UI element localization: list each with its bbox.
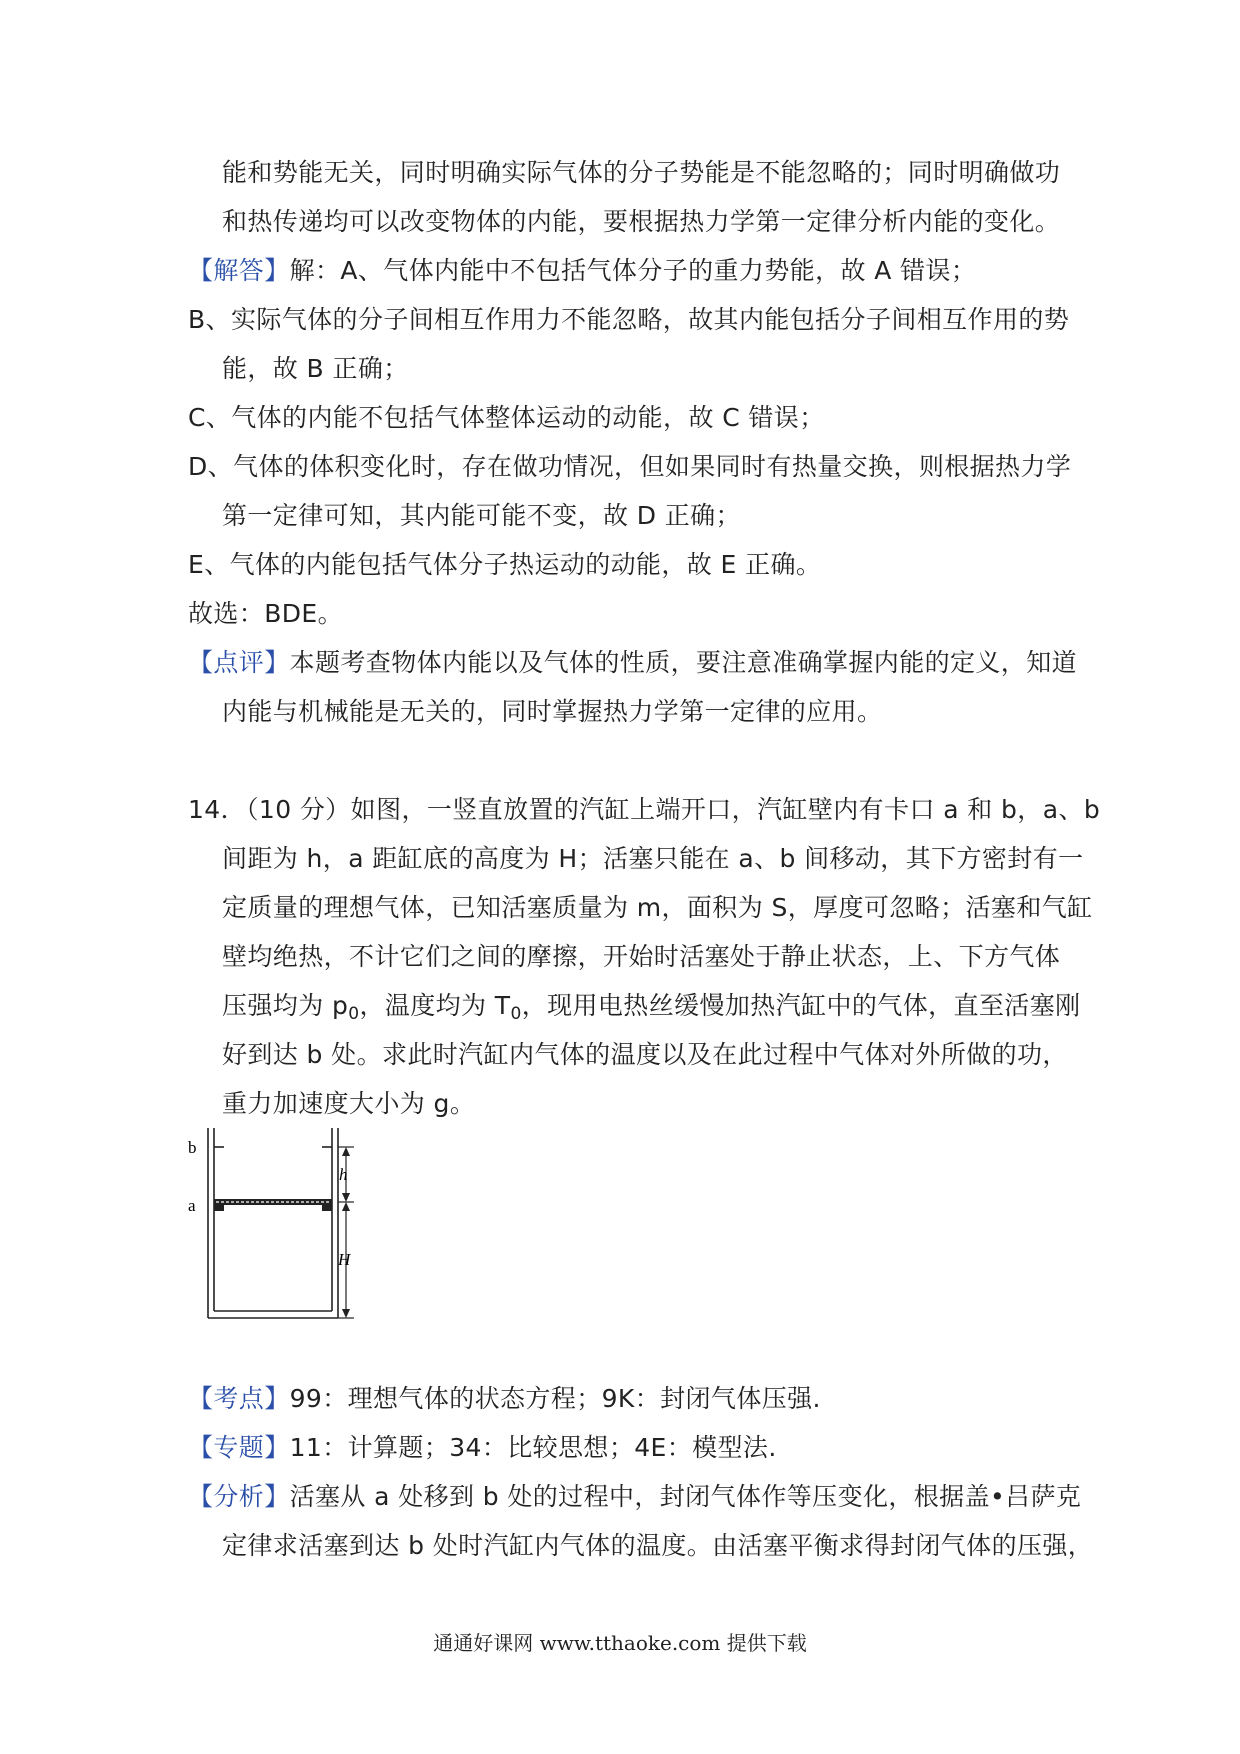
answer-option-e: E、气体的内能包括气体分子热运动的动能，故 E 正确。	[188, 550, 822, 579]
answer-line	[188, 254, 976, 288]
analysis-line: 和热传递均可以改变物体的内能，要根据热力学第一定律分析内能的变化。	[222, 207, 1061, 236]
fenxi-text: 活塞从 a 处移到 b 处的过程中，封闭气体作等压变化，根据盖•吕萨克	[289, 1482, 1082, 1511]
label-h: h	[339, 1165, 348, 1184]
fenxi-line	[188, 1480, 1081, 1514]
zhuanti-tag: 【专题】	[188, 1433, 290, 1462]
question-text: ，现用电热丝缓慢加热汽缸中的气体，直至活塞刚	[521, 991, 1081, 1020]
stop-a-right	[322, 1205, 332, 1211]
question-line	[222, 989, 1081, 1031]
label-a: a	[188, 1196, 196, 1215]
comment-line	[188, 646, 1077, 680]
answer-option-d-cont: 第一定律可知，其内能可能不变，故 D 正确；	[222, 501, 741, 530]
page-footer: 通通好课网 www.tthaoke.com 提供下载	[433, 1631, 807, 1655]
question-line: 定质量的理想气体，已知活塞质量为 m，面积为 S，厚度可忽略；活塞和气缸	[222, 893, 1093, 922]
question-line: 重力加速度大小为 g。	[222, 1089, 476, 1118]
kaodian-text: 99：理想气体的状态方程；9K：封闭气体压强.	[289, 1384, 821, 1413]
kaodian-tag: 【考点】	[188, 1384, 290, 1413]
fenxi-line-2: 定律求活塞到达 b 处时汽缸内气体的温度。由活塞平衡求得封闭气体的压强，	[222, 1531, 1094, 1560]
answer-option-b-cont: 能，故 B 正确；	[222, 354, 409, 383]
subscript: 0	[510, 1004, 522, 1024]
question-text: ，温度均为 T	[359, 991, 511, 1020]
answer-choice: 故选：BDE。	[188, 599, 343, 628]
question-line: 间距为 h，a 距缸底的高度为 H；活塞只能在 a、b 间移动，其下方密封有一	[222, 844, 1084, 873]
question-line: 14．（10 分）如图，一竖直放置的汽缸上端开口，汽缸壁内有卡口 a 和 b，a、b	[188, 795, 1101, 824]
stop-a-left	[214, 1205, 224, 1211]
comment-line-2: 内能与机械能是无关的，同时掌握热力学第一定律的应用。	[222, 697, 883, 726]
label-b: b	[188, 1138, 197, 1157]
fenxi-tag: 【分析】	[188, 1482, 290, 1511]
answer-option-b: B、实际气体的分子间相互作用力不能忽略，故其内能包括分子间相互作用的势	[188, 305, 1070, 334]
answer-option-c: C、气体的内能不包括气体整体运动的动能，故 C 错误；	[188, 403, 825, 432]
comment-tag: 【点评】	[188, 648, 290, 677]
cylinder-svg	[184, 1120, 384, 1330]
kaodian-line	[188, 1382, 821, 1416]
question-line: 好到达 b 处。求此时汽缸内气体的温度以及在此过程中气体对外所做的功，	[222, 1040, 1068, 1069]
answer-option-d: D、气体的体积变化时，存在做功情况，但如果同时有热量交换，则根据热力学	[188, 452, 1072, 481]
cylinder-walls	[208, 1128, 338, 1318]
subscript: 0	[348, 1004, 360, 1024]
answer-text: 解：A、气体内能中不包括气体分子的重力势能，故 A 错误；	[289, 256, 977, 285]
question-text: 压强均为 p	[222, 991, 349, 1020]
cylinder-diagram	[184, 1120, 384, 1330]
analysis-line: 能和势能无关，同时明确实际气体的分子势能是不能忽略的；同时明确做功	[222, 158, 1061, 187]
zhuanti-line	[188, 1431, 777, 1465]
question-line: 壁均绝热，不计它们之间的摩擦，开始时活塞处于静止状态，上、下方气体	[222, 942, 1061, 971]
zhuanti-text: 11：计算题；34：比较思想；4E：模型法.	[289, 1433, 777, 1462]
answer-tag: 【解答】	[188, 256, 290, 285]
label-H: H	[338, 1250, 351, 1269]
comment-text: 本题考查物体内能以及气体的性质，要注意准确掌握内能的定义，知道	[289, 648, 1078, 677]
